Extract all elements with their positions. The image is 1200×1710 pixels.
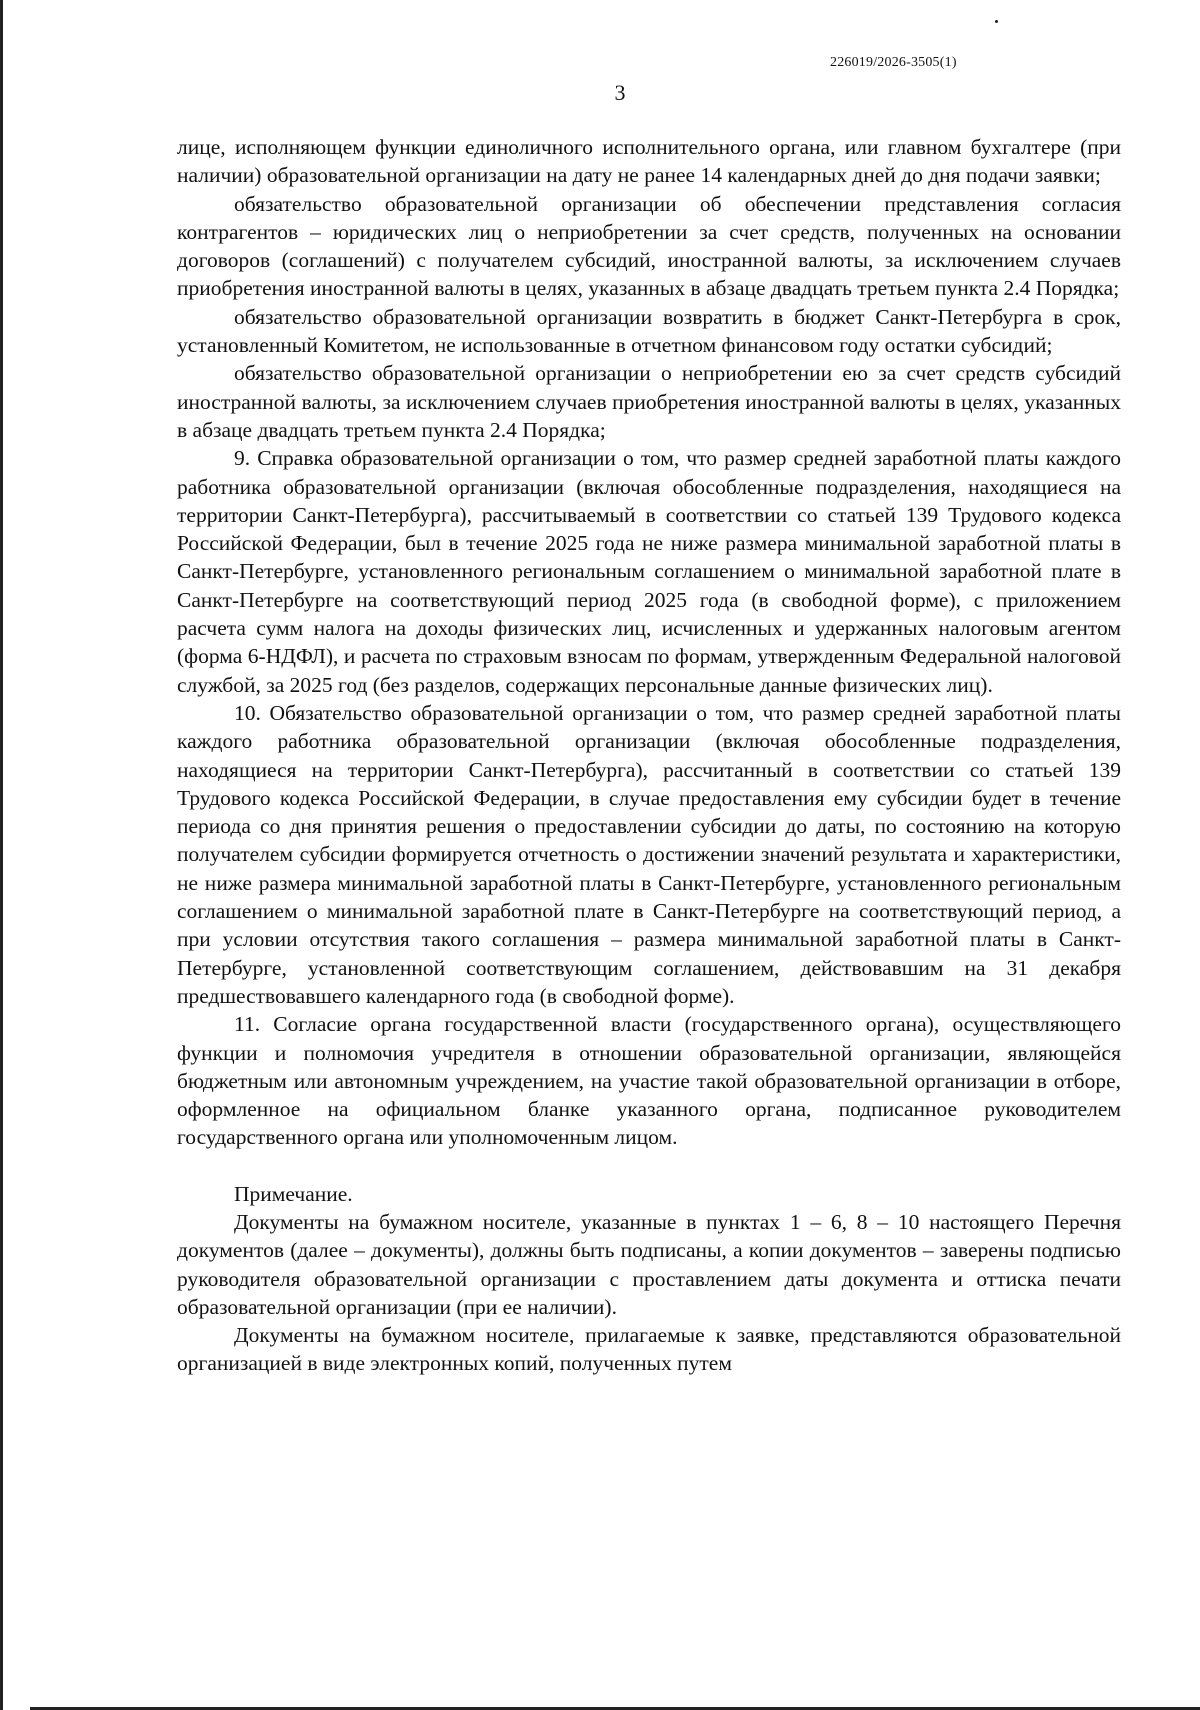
note-paragraph: Документы на бумажном носителе, указанные в пунктах 1 – 6, 8 – 10 настоящего Перечня документов (далее – документы), должны быть подписаны, а копии документов – заверены подписью руководителя образовательной организации с проставлением даты документа и оттиска печати образовательной организации (при ее наличии). [177, 1209, 1121, 1319]
paragraph-continuation: лице, исполняющем функции единоличного исполнительного органа, или главном бухгалтере (при наличии) образовательной организации на дату не ранее 14 календарных дней до дня подачи заявки; [177, 135, 1121, 188]
paragraph: обязательство образовательной организации о неприобретении ею за счет средств субсидий иностранной валюты, за исключением случаев приобретения иностранной валюты в целях, указанных в абзаце двадцать третьем пункта 2.4 Порядка; [177, 361, 1121, 442]
section-spacer [177, 1152, 1121, 1180]
scan-speck [995, 20, 998, 23]
paragraph-item-11: 11. Согласие органа государственной власти (государственного органа), осуществляющего функции и полномочия учредителя в отношении образовательной организации, являющейся бюджетным или автономным учреждением, на участие такой образовательной организации в отборе, оформленное на официальном бланке указанного органа, подписанное руководителем государственного органа или уполномоченным лицом. [177, 1012, 1121, 1150]
note-paragraph: Документы на бумажном носителе, прилагаемые к заявке, представляются образовательной организацией в виде электронных копий, полученных путем [177, 1323, 1121, 1376]
scan-edge-left [0, 0, 3, 1710]
document-number: 226019/2026-3505(1) [830, 55, 957, 70]
page-number: 3 [614, 80, 626, 105]
paragraph-item-10: 10. Обязательство образовательной организации о том, что размер средней заработной платы каждого работника образовательной организации (включая обособленные подразделения, находящиеся на территории Санкт-Петербурга), рассчитанный в соответствии со статьей 139 Трудового кодекса Российской Федерации, в случае предоставления ему субсидии будет в течение периода со дня принятия решения о предоставлении субсидии до даты, по состоянию на которую получателем субсидии формируется отчетность о достижении значений результата и характеристики, не ниже размера минимальной заработной платы в Санкт-Петербурге, установленного региональным соглашением о минимальной заработной плате в Санкт-Петербурге на соответствующий период, а при условии отсутствия такого соглашения – размера минимальной заработной платы в Санкт-Петербурге, установленной соответствующим соглашением, действовавшим на 31 декабря предшествовавшего календарного года (в свободной форме). [177, 700, 1121, 1008]
paragraph-item-9: 9. Справка образовательной организации о том, что размер средней заработной платы каждого работника образовательной организации (включая обособленные подразделения, находящиеся на территории Санкт-Петербурга), рассчитываемый в соответствии со статьей 139 Трудового кодекса Российской Федерации, был в течение 2025 года не ниже размера минимальной заработной платы в Санкт-Петербурге, установленного региональным соглашением о минимальной заработной плате в Санкт-Петербурге на соответствующий период 2025 года (в свободной форме), с приложением расчета сумм налога на доходы физических лиц, исчисленных и удержанных налоговым агентом (форма 6-НДФЛ), и расчета по страховым взносам по формам, утвержденным Федеральной налоговой службой, за 2025 год (без разделов, содержащих персональные данные физических лиц). [177, 446, 1121, 697]
paragraph: обязательство образовательной организации возвратить в бюджет Санкт-Петербурга в срок, установленный Комитетом, не использованные в отчетном финансовом году остатки субсидий; [177, 304, 1121, 358]
paragraph: обязательство образовательной организации об обеспечении представления согласия контрагентов – юридических лиц о неприобретении за счет средств, полученных на основании договоров (соглашений) с получателем субсидий, иностранной валюты, за исключением случаев приобретения иностранной валюты в целях, указанных в абзаце двадцать третьем пункта 2.4 Порядка; [177, 191, 1121, 301]
document-body [177, 133, 1121, 1378]
note-heading: Примечание. [234, 1181, 353, 1206]
